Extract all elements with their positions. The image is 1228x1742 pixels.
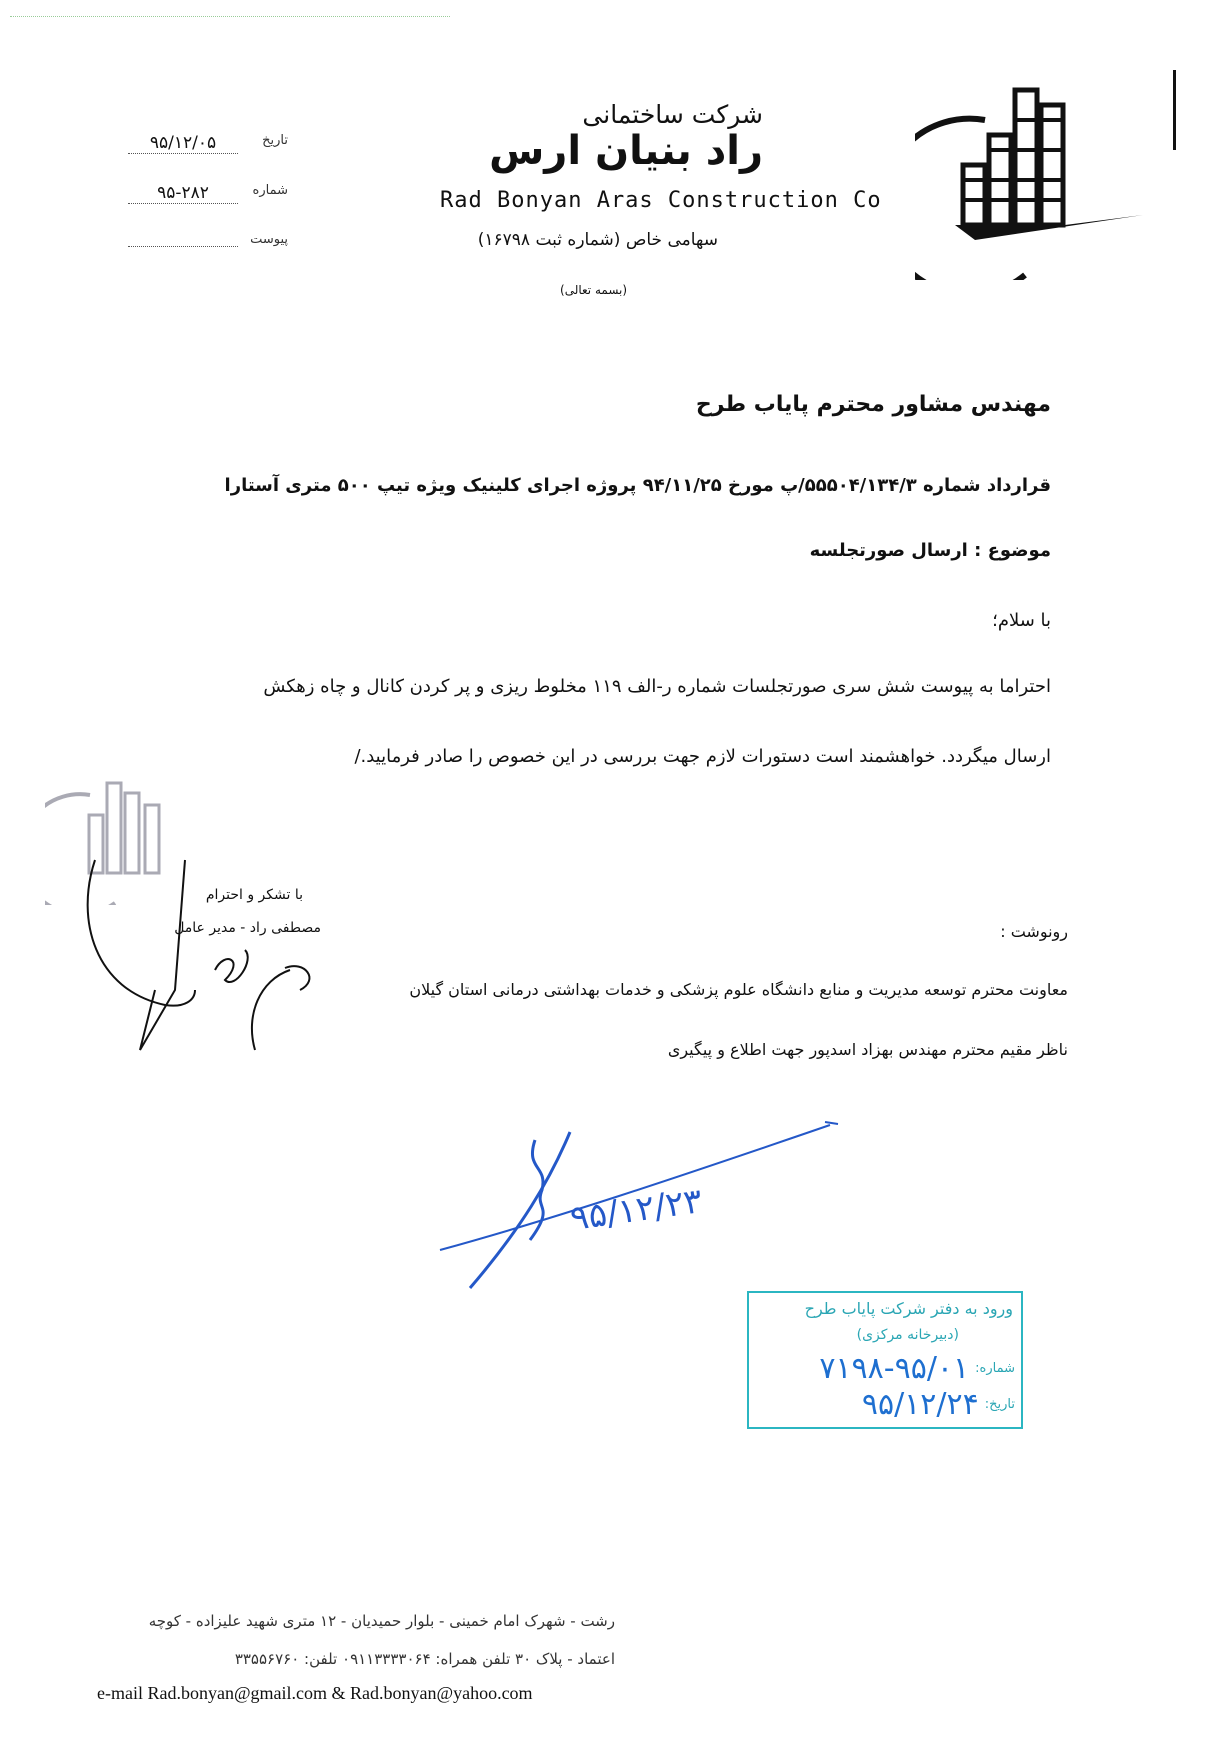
- right-edge-mark: [1173, 70, 1176, 150]
- handwritten-date: ۹۵/۱۲/۲۳: [567, 1180, 705, 1240]
- company-type: شرکت ساختمانی: [582, 100, 763, 129]
- stamp-date-value: ۹۵/۱۲/۲۴: [861, 1387, 979, 1422]
- stamp-date-label: تاریخ:: [984, 1397, 1015, 1412]
- body-line-1: احتراما به پیوست شش سری صورتجلسات شماره ر-الف ۱۱۹ مخلوط ریزی و پر کردن کانال و چاه زهکش: [263, 676, 1051, 697]
- cc-label: رونوشت :: [1000, 922, 1068, 941]
- attachment-label: پیوست: [250, 232, 288, 247]
- received-stamp: [747, 1291, 1023, 1429]
- contract-reference: قرارداد شماره ۵۵۵۰۴/۱۳۴/۳/پ مورخ ۹۴/۱۱/۲۵ پروژه اجرای کلینیک ویژه تیپ ۵۰۰ متری آستارا: [224, 475, 1051, 496]
- stamp-title: ورود به دفتر شرکت پایاب طرح: [804, 1299, 1013, 1318]
- top-scan-line: [10, 16, 450, 17]
- stamp-date-row: [862, 1387, 1015, 1422]
- subject: موضوع : ارسال صورتجلسه: [809, 540, 1051, 561]
- attachment-value: [128, 232, 238, 247]
- date-label: تاریخ: [262, 133, 288, 148]
- manager-signature: [75, 840, 315, 1060]
- stamp-number-row: [819, 1351, 1015, 1386]
- number-value: ۹۵-۲۸۲: [128, 183, 238, 204]
- date-field: [128, 133, 288, 154]
- company-name-en: Rad Bonyan Aras Construction Co: [440, 188, 882, 213]
- signature-name: مصطفی راد - مدیر عامل: [174, 920, 321, 936]
- stamp-subtitle: (دبیرخانه مرکزی): [856, 1327, 959, 1343]
- company-logo: [915, 80, 1155, 280]
- number-field: [128, 183, 288, 204]
- bismillah: (بسمه تعالی): [560, 283, 628, 297]
- footer-address-2: اعتماد - پلاک ۳۰ تلفن همراه: ۰۹۱۱۳۳۳۳۰۶۴ تلفن: ۳۳۵۵۶۷۶۰: [234, 1650, 615, 1668]
- body-line-2: ارسال میگردد. خواهشمند است دستورات لازم جهت بررسی در این خصوص را صادر فرمایید./: [354, 746, 1051, 767]
- signature-closing: با تشکر و احترام: [205, 887, 303, 903]
- stamp-number-label: شماره:: [975, 1361, 1015, 1376]
- footer-address-1: رشت - شهرک امام خمینی - بلوار حمیدیان - ۱۲ متری شهید علیزاده - کوچه: [148, 1612, 615, 1630]
- number-label: شماره: [252, 183, 288, 198]
- cc-line-2: ناظر مقیم محترم مهندس بهزاد اسدپور جهت اطلاع و پیگیری: [667, 1040, 1068, 1059]
- cc-line-1: معاونت محترم توسعه مدیریت و منابع دانشگاه علوم پزشکی و خدمات بهداشتی درمانی استان گیلان: [409, 980, 1068, 999]
- company-registration: سهامی خاص (شماره ثبت ۱۶۷۹۸): [477, 230, 718, 250]
- greeting: با سلام؛: [992, 610, 1051, 631]
- attachment-field: [128, 232, 288, 247]
- company-name: راد بنیان ارس: [489, 128, 763, 174]
- stamp-number-value: ۷۱۹۸-۹۵/۰۱: [819, 1351, 970, 1386]
- date-value: ۹۵/۱۲/۰۵: [128, 133, 238, 154]
- recipient: مهندس مشاور محترم پایاب طرح: [695, 392, 1051, 417]
- footer-email: e-mail Rad.bonyan@gmail.com & Rad.bonyan@yahoo.com: [97, 1683, 533, 1703]
